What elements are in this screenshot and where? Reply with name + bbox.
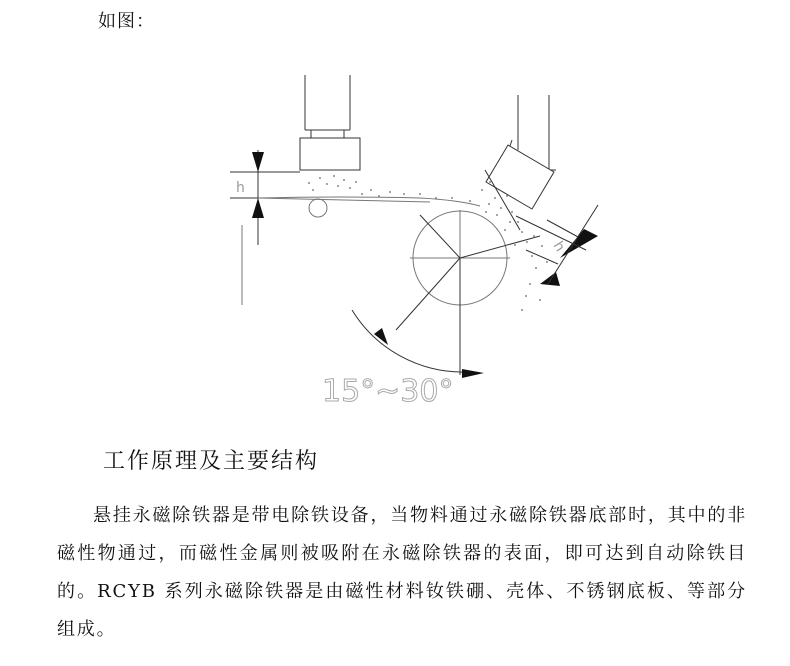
right-magnet [486,95,556,209]
section-title: 工作原理及主要结构 [103,449,320,474]
left-magnet [300,75,360,170]
conveyor-belt [242,197,510,305]
section-paragraph: 悬挂永磁除铁器是带电除铁设备，当物料通过永磁除铁器底部时，其中的非磁性物通过，而磁性金属则被吸附在永磁除铁器的表面，即可达到自动除铁目的。RCYB 系列永磁除铁器是由磁性材料钕铁硼、壳体、不锈钢底板、等部分组成。 [57,505,747,640]
right-height-label: h [549,238,568,255]
intro-text: 如图： [98,11,155,32]
angle-label: 15°~30° [322,374,454,409]
left-height-label: h [236,180,245,196]
